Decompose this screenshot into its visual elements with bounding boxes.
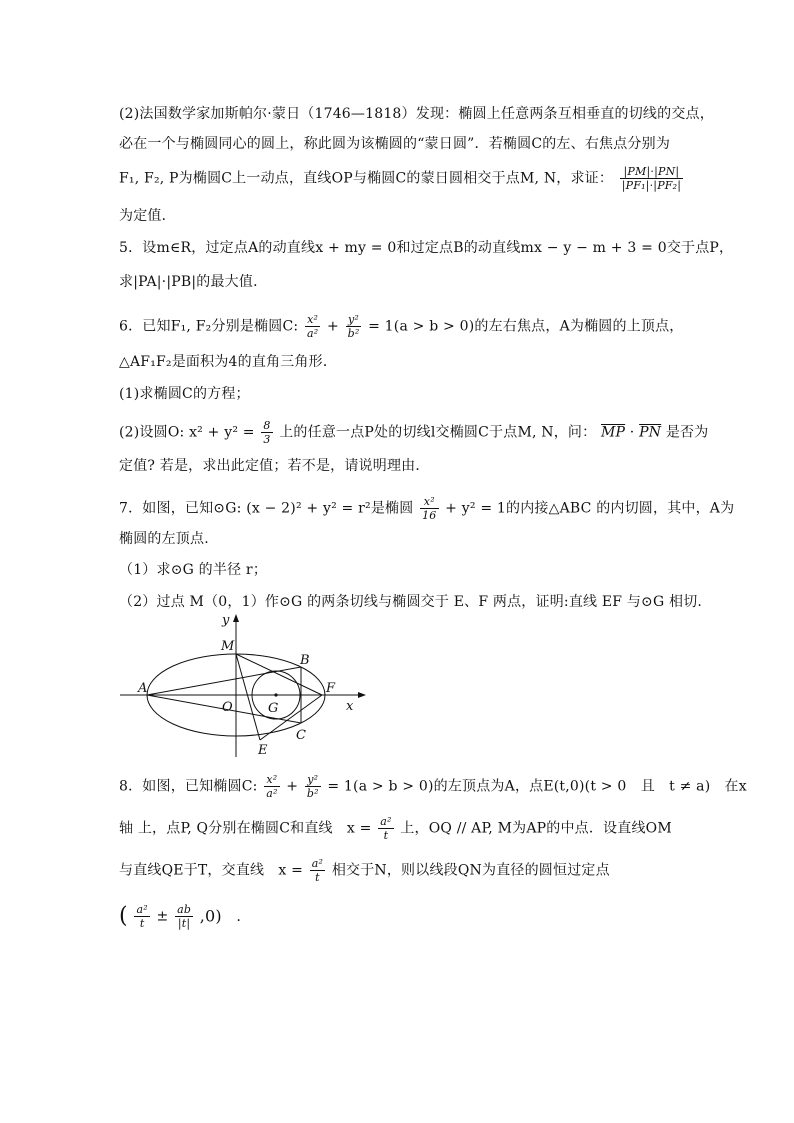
q8-line1: 8．如图，已知椭圆C: $\frac{\text{x²}}{\text{a²}}$ + $\frac{\text{y²}}{\text{b²}}$ = 1(a > b > 0)的左顶点为A，点E(t,0)(t > 0 且 t ≠ a) 在x: [119, 773, 747, 800]
label-y: y: [222, 613, 230, 628]
q7-line1-text-b: + y² = 1的内接△ABC 的内切圆，其中，A为: [445, 500, 735, 517]
center-g-point: [274, 693, 277, 696]
label-b: B: [300, 653, 310, 668]
q8-line3: [119, 857, 610, 884]
q5-line1: 5．设m∈R，过定点A的动直线x + my = 0和过定点B的动直线mx − y − m + 3 = 0交于点P，: [119, 240, 734, 256]
q8-frac-a2-t-3-den: t: [139, 917, 145, 930]
q4-ratio-denominator: |PF₁|·|PF₂|: [621, 179, 682, 192]
q8-frac-a2-t-3: [134, 903, 149, 930]
y-axis-arrow: [233, 614, 239, 622]
q8-line4: [119, 903, 251, 930]
q8-line3-text-a: 与直线QE于T，交直线 x =: [119, 862, 304, 879]
q5-line2: 求|PA|·|PB|的最大值．: [119, 274, 268, 290]
q8-frac-a2-t-3-num: a²: [136, 903, 148, 916]
q8-line1-text-a: 8．如图，已知椭圆C:: [119, 778, 258, 795]
q6-frac-8-3: [261, 419, 272, 446]
label-f: F: [326, 681, 336, 696]
q8-frac-a2-t-1-den: t: [383, 829, 389, 842]
q6-plus: +: [326, 318, 339, 335]
q6-line3: (1)求椭圆C的方程；: [119, 386, 250, 402]
q8-frac-a2-t-2: [310, 857, 325, 884]
q8-end-period: ．: [236, 908, 251, 925]
q6-frac-x: [305, 313, 320, 340]
q6-frac-x-den: a²: [306, 327, 319, 340]
label-m: M: [221, 639, 235, 654]
q6-line1: [119, 313, 684, 340]
q6-frac-y: [346, 313, 362, 340]
q8-frac-a2-t-2-num: a²: [311, 857, 324, 870]
label-g: G: [268, 701, 279, 716]
q4-ratio-numerator: |PM|·|PN|: [620, 165, 683, 179]
q6-vector-pn: $\overline{PN}$: [639, 424, 662, 441]
q6-vector-mp: $\overline{MP}$: [600, 424, 626, 441]
q4-part2-line4: 为定值．: [119, 208, 176, 224]
tangent-me: [236, 654, 260, 740]
geometry-diagram: [118, 612, 368, 762]
q7-frac-num: x²: [420, 495, 438, 509]
q6-line5: 定值? 若是，求出此定值；若不是，请说明理由．: [119, 458, 430, 474]
q7-frac-den: 16: [422, 509, 437, 522]
label-o: O: [222, 700, 233, 715]
x-axis-arrow: [358, 692, 366, 698]
q8-frac-y-den: b²: [306, 787, 319, 800]
q8-frac-ab-t: [175, 903, 193, 930]
q6-line2: △AF₁F₂是面积为4的直角三角形．: [119, 354, 338, 370]
label-e: E: [258, 743, 268, 758]
q8-frac-x-den: a²: [266, 787, 278, 800]
q6-line4-text-c: 是否为: [665, 424, 709, 441]
q6-line1-text-b: = 1(a > b > 0)的左右焦点，A为椭圆的上顶点，: [368, 318, 684, 335]
q6-frac-8-3-num: 8: [263, 419, 271, 432]
q8-frac-x: [264, 773, 279, 800]
q8-frac-ab-t-num: ab: [177, 903, 192, 916]
q7-frac: [420, 495, 438, 522]
q8-paren-open: (: [119, 903, 128, 929]
q8-frac-ab-t-den: |t|: [177, 917, 191, 930]
q4-part2-line3-text: F₁, F₂, P为椭圆C上一动点，直线OP与椭圆C的蒙日圆相交于点M, N，求证：: [119, 170, 614, 187]
q8-line2-text-a: 轴 上，点P, Q分别在椭圆C和直线 x =: [119, 820, 372, 837]
q8-paren-close: ,0): [199, 906, 222, 926]
q8-frac-x-num: x²: [264, 773, 279, 787]
q4-ratio-fraction: [620, 165, 683, 192]
q7-line4: （2）过点 M（0，1）作⊙G 的两条切线与椭圆交于 E、F 两点，证明:直线 EF 与⊙G 相切.: [119, 594, 703, 610]
q7-line1-text-a: 7．如图，已知⊙G: (x − 2)² + y² = r²是椭圆: [119, 500, 414, 517]
label-x: x: [346, 699, 354, 714]
q8-line2-text-b: 上，OQ // AP, M为AP的中点．设直线OM: [400, 820, 672, 837]
q6-line4-text-a: (2)设圆O: x² + y² =: [119, 424, 255, 441]
segment-ab: [147, 667, 301, 695]
q8-frac-a2-t-1-num: a²: [380, 815, 392, 828]
q6-line1-text-a: 6．已知F₁, F₂分别是椭圆C:: [119, 318, 299, 335]
q8-line1-text-b: = 1(a > b > 0)的左顶点为A，点E(t,0)(t > 0 且 t ≠ a) 在x: [327, 778, 747, 795]
q6-frac-y-den: b²: [347, 327, 360, 340]
q6-frac-x-num: x²: [305, 313, 320, 327]
label-c: C: [296, 728, 306, 743]
q7-line2: 椭圆的左顶点.: [119, 531, 209, 547]
q4-part2-line1: (2)法国数学家加斯帕尔·蒙日（1746—1818）发现：椭圆上任意两条互相垂直的切线的交点，: [119, 106, 714, 122]
q7-line1: [119, 495, 734, 522]
q8-line3-text-b: 相交于N，则以线段QN为直径的圆恒过定点: [331, 862, 610, 879]
q6-frac-8-3-den: 3: [263, 433, 271, 446]
q6-frac-y-num: y²: [346, 313, 362, 327]
q8-frac-a2-t-1: [378, 815, 393, 842]
q6-line4: [119, 419, 708, 446]
q8-line2: [119, 815, 672, 842]
label-a: A: [138, 681, 148, 696]
ellipse-incircle-figure: [118, 612, 368, 766]
q4-part2-line2: 必在一个与椭圆同心的圆上，称此圆为该椭圆的“蒙日圆”．若椭圆C的左、右焦点分别为: [119, 136, 671, 152]
q8-frac-y: [305, 773, 321, 800]
q7-line3: （1）求⊙G 的半径 r；: [119, 562, 268, 578]
q4-part2-line3: [119, 165, 685, 192]
q8-frac-y-num: y²: [305, 773, 321, 787]
q6-dot: ·: [629, 424, 635, 441]
q8-frac-a2-t-2-den: t: [315, 871, 320, 884]
q6-line4-text-b: 上的任意一点P处的切线l交椭圆C于点M, N，问：: [279, 424, 597, 441]
q8-pm: ±: [156, 908, 169, 925]
